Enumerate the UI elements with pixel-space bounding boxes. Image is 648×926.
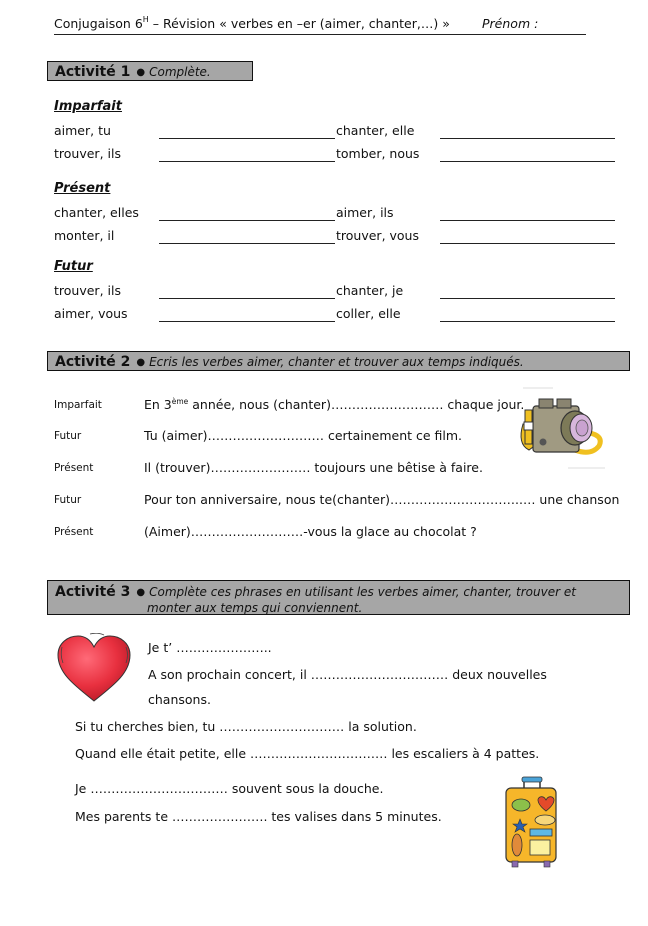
answer-blank[interactable] bbox=[440, 320, 615, 322]
answer-blank[interactable] bbox=[159, 219, 335, 221]
exercise-right-label: tomber, nous bbox=[336, 146, 420, 161]
exercise-left-label: chanter, elles bbox=[54, 205, 139, 220]
bullet-icon: ● bbox=[136, 587, 146, 598]
camera-illustration bbox=[513, 384, 608, 472]
sentence-continuation: chansons. bbox=[148, 692, 211, 707]
exercise-right-label: aimer, ils bbox=[336, 205, 394, 220]
title-suffix: – Révision « verbes en –er (aimer, chanter,…) » bbox=[148, 16, 450, 31]
activity3-instruction-line1: Complète ces phrases en utilisant les verbes aimer, chanter, trouver et bbox=[149, 585, 576, 599]
tense-heading-imparfait: Imparfait bbox=[54, 99, 122, 114]
activity3-label: Activité 3 bbox=[55, 584, 131, 600]
sentence[interactable]: Pour ton anniversaire, nous te(chanter)…………………………..… une chanson bbox=[144, 492, 620, 507]
answer-blank[interactable] bbox=[159, 242, 335, 244]
sentence[interactable]: Je …………………………… souvent sous la douche. bbox=[75, 781, 384, 796]
title-prefix: Conjugaison 6 bbox=[54, 16, 143, 31]
sentence-text: En 3 bbox=[144, 397, 172, 413]
sentence[interactable]: Tu (aimer)……….……………… certainement ce film. bbox=[144, 428, 463, 443]
exercise-right-label: trouver, vous bbox=[336, 228, 419, 243]
sentence[interactable]: A son prochain concert, il …………………………… deux nouvelles bbox=[148, 667, 547, 682]
answer-blank[interactable] bbox=[159, 320, 335, 322]
activity2-header bbox=[47, 351, 630, 371]
answer-blank[interactable] bbox=[440, 160, 615, 162]
exercise-right-label: chanter, je bbox=[336, 283, 404, 298]
superscript: ème bbox=[171, 397, 189, 406]
tense-label: Imparfait bbox=[54, 399, 102, 411]
answer-blank[interactable] bbox=[440, 219, 615, 221]
tense-label: Futur bbox=[54, 494, 82, 506]
tense-label: Présent bbox=[54, 462, 94, 474]
exercise-left-label: aimer, tu bbox=[54, 123, 111, 138]
sentence[interactable]: Quand elle était petite, elle …………………………… les escaliers à 4 pattes. bbox=[75, 746, 540, 761]
exercise-left-label: trouver, ils bbox=[54, 146, 121, 161]
worksheet-title bbox=[54, 14, 450, 34]
title-sup: H bbox=[142, 15, 149, 24]
activity2-instruction: Ecris les verbes aimer, chanter et trouver aux temps indiqués. bbox=[149, 355, 524, 369]
exercise-left-label: aimer, vous bbox=[54, 306, 128, 321]
activity1-label: Activité 1 bbox=[55, 64, 131, 80]
answer-blank[interactable] bbox=[159, 137, 335, 139]
sentence[interactable] bbox=[144, 397, 524, 412]
sentence[interactable]: Je t’ ………………….. bbox=[148, 640, 272, 655]
answer-blank[interactable] bbox=[159, 297, 335, 299]
activity1-header bbox=[47, 61, 253, 81]
bullet-icon: ● bbox=[136, 357, 146, 368]
worksheet-header bbox=[54, 14, 586, 35]
tense-heading-present: Présent bbox=[54, 181, 111, 196]
answer-blank[interactable] bbox=[440, 137, 615, 139]
tense-heading-futur: Futur bbox=[54, 259, 93, 274]
camera-icon bbox=[513, 384, 608, 472]
answer-blank[interactable] bbox=[440, 297, 615, 299]
bullet-icon: ● bbox=[136, 67, 146, 78]
suitcase-illustration bbox=[500, 775, 562, 870]
tense-label: Présent bbox=[54, 526, 94, 538]
answer-blank[interactable] bbox=[440, 242, 615, 244]
exercise-right-label: chanter, elle bbox=[336, 123, 415, 138]
exercise-left-label: trouver, ils bbox=[54, 283, 121, 298]
sentence[interactable]: Il (trouver)…………………… toujours une bêtise à faire. bbox=[144, 460, 483, 475]
activity3-header bbox=[47, 580, 630, 615]
activity3-instruction-line2: monter aux temps qui conviennent. bbox=[147, 601, 363, 615]
heart-illustration bbox=[54, 633, 134, 705]
prenom-label: Prénom : bbox=[482, 16, 539, 31]
heart-icon bbox=[54, 633, 134, 705]
suitcase-icon bbox=[500, 775, 562, 870]
activity1-instruction: Complète. bbox=[149, 65, 211, 79]
exercise-left-label: monter, il bbox=[54, 228, 115, 243]
sentence-text: année, nous (chanter)……………………… chaque jour. bbox=[188, 397, 525, 413]
activity2-label: Activité 2 bbox=[55, 354, 131, 370]
sentence[interactable]: Si tu cherches bien, tu ………………………… la solution. bbox=[75, 719, 417, 734]
sentence[interactable]: (Aimer)………………………-vous la glace au chocolat ? bbox=[144, 524, 477, 539]
exercise-right-label: coller, elle bbox=[336, 306, 401, 321]
sentence[interactable]: Mes parents te …………….……. tes valises dans 5 minutes. bbox=[75, 809, 442, 824]
answer-blank[interactable] bbox=[159, 160, 335, 162]
tense-label: Futur bbox=[54, 430, 82, 442]
